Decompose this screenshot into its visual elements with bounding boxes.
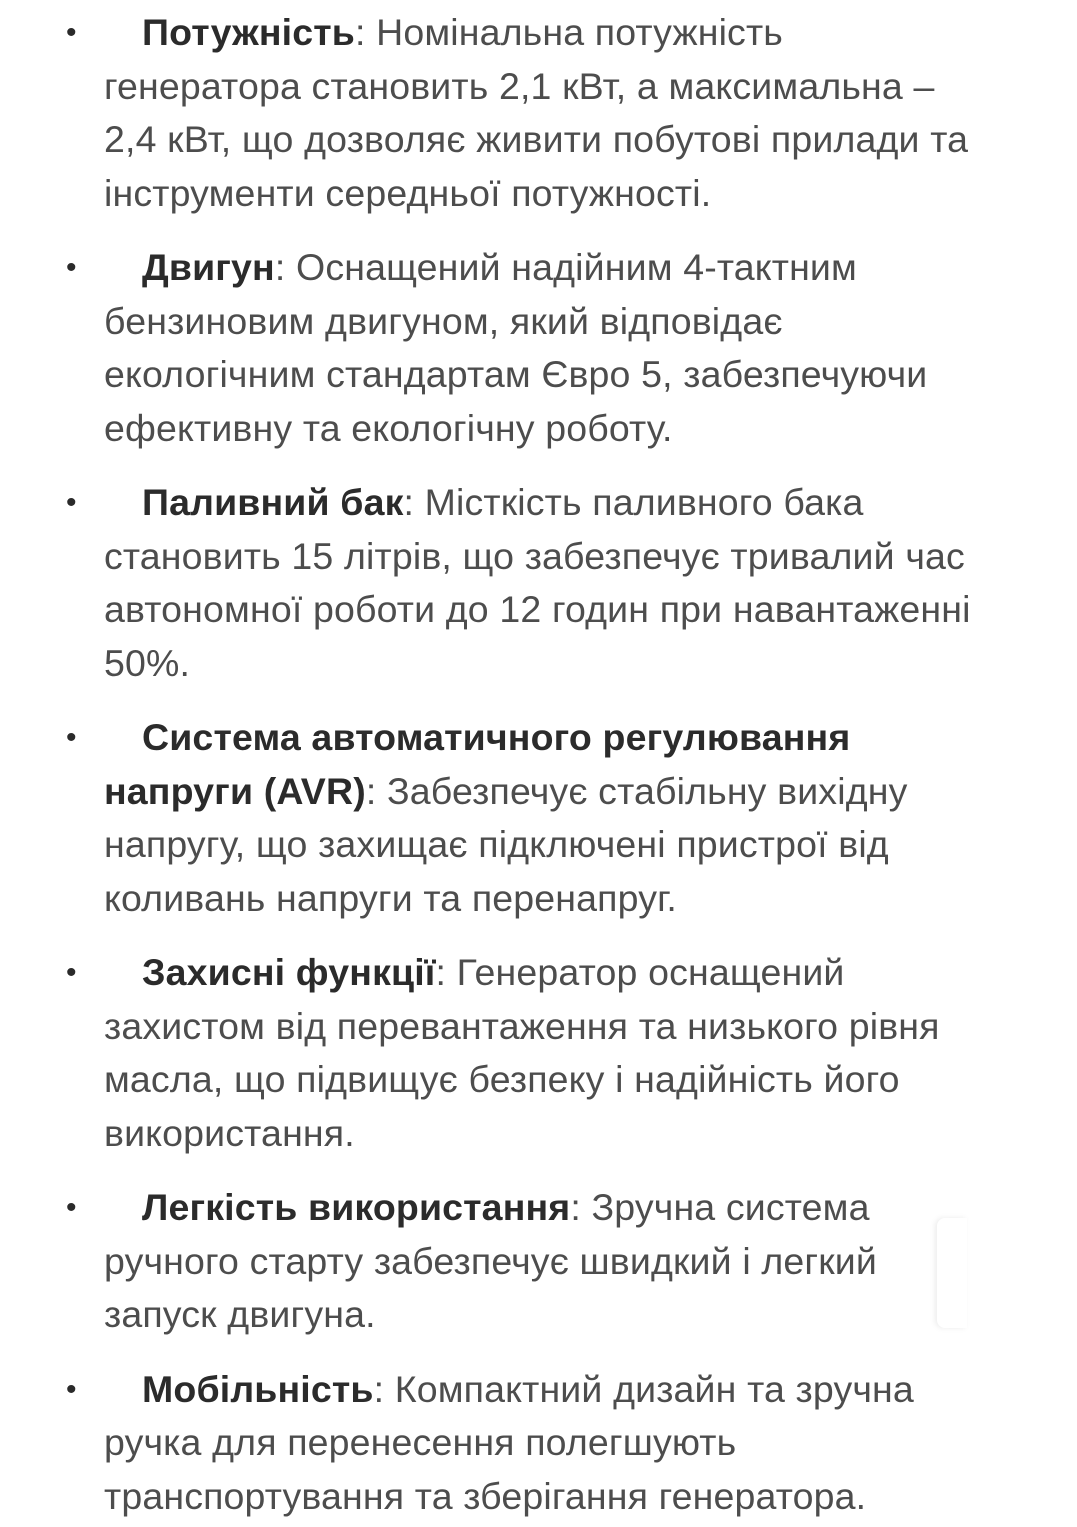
feature-item-power [66, 6, 984, 220]
bullet-icon: • [66, 956, 77, 989]
feature-title: Захисні функції [142, 951, 436, 993]
feature-title: Легкість використання [142, 1186, 571, 1228]
feature-title: Потужність [142, 11, 355, 53]
bullet-icon: • [66, 251, 77, 284]
bullet-icon: • [66, 16, 77, 49]
feature-title: Паливний бак [142, 481, 404, 523]
feature-item-avr [66, 711, 984, 925]
feature-title: Мобільність [142, 1367, 374, 1410]
feature-title: Двигун [142, 246, 275, 288]
feature-description: : Зручна система ручного старту забезпечує швидкий і легкий запуск двигуна. [104, 1186, 877, 1335]
feature-description: : Оснащений надійним 4-тактним бензиновим двигуном, який відповідає екологічним стандартам Євро 5, забезпечуючи ефективну та екологічну роботу. [104, 246, 928, 449]
bullet-icon: • [66, 486, 77, 519]
feature-title: Система автоматичного регулювання напруги (AVR) [104, 716, 851, 812]
feature-description: : Місткість паливного бака становить 15 літрів, що забезпечує тривалий час автономної роботи до 12 годин при навантаженні 50%. [104, 481, 971, 684]
feature-item-engine [66, 241, 984, 455]
floating-side-handle[interactable] [937, 1218, 967, 1328]
feature-description: : Компактний дизайн та зручна ручка для перенесення полегшують транспортування та зберігання генератора. [104, 1367, 914, 1517]
bullet-icon: • [66, 1372, 77, 1406]
feature-description: : Номінальна потужність генератора становить 2,1 кВт, а максимальна – 2,4 кВт, що дозволяє живити побутові прилади та інструменти середньої потужності. [104, 11, 969, 214]
bullet-icon: • [66, 1191, 77, 1224]
feature-description: : Забезпечує стабільну вихідну напругу, що захищає підключені пристрої від коливань напруги та перенапруг. [104, 769, 908, 919]
feature-item-protection [66, 946, 984, 1160]
feature-item-mobility [66, 1363, 984, 1524]
features-list [66, 6, 984, 1523]
feature-description: : Генератор оснащений захистом від перевантаження та низького рівня масла, що підвищує безпеку і надійність його використання. [104, 951, 940, 1154]
feature-item-fuel-tank [66, 476, 984, 690]
feature-item-ease-of-use [66, 1181, 984, 1342]
bullet-icon: • [66, 721, 77, 754]
